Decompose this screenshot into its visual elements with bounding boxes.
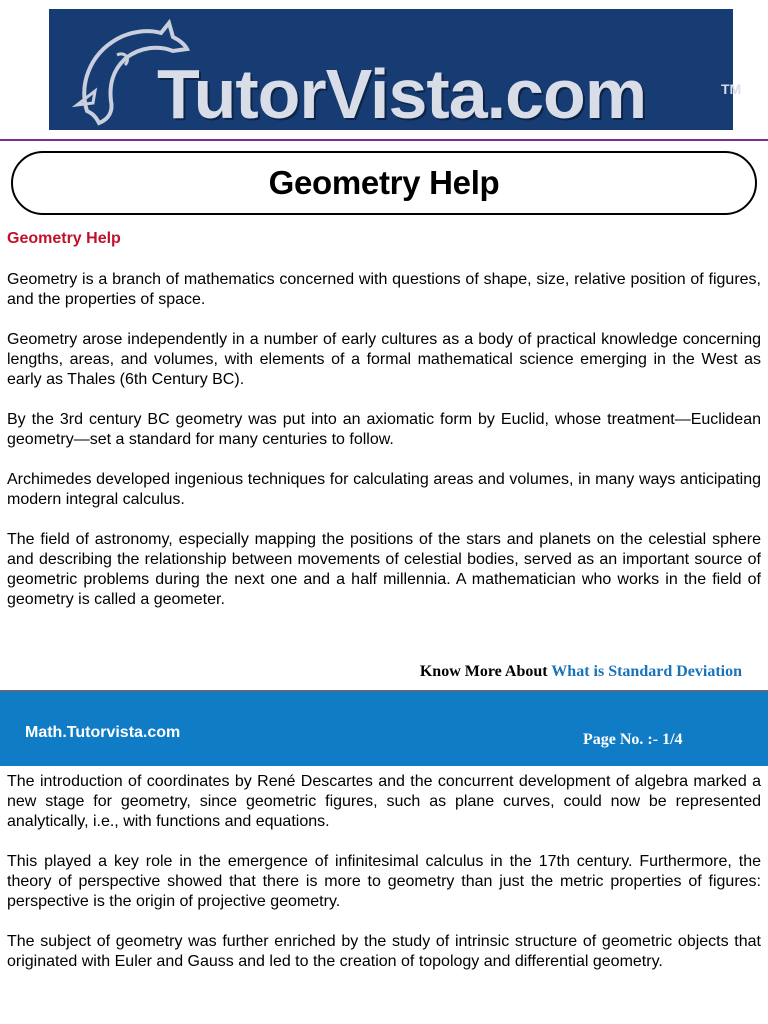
paragraph: Archimedes developed ingenious techniques for calculating areas and volumes, in many ways anticipating modern integral calculus. — [7, 471, 761, 508]
paragraph: The field of astronomy, especially mapping the positions of the stars and planets on the celestial sphere and describing the relationship between movements of celestial bodies, served as an important source of geometric problems during the next one and a half millennia. A mathematician who works in the field of geometry is called a geometer. — [7, 531, 761, 608]
paragraph: The subject of geometry was further enriched by the study of intrinsic structure of geometric objects that originated with Euler and Gauss and led to the creation of topology and differential geometry. — [7, 933, 761, 970]
know-more-prefix: Know More About — [419, 663, 548, 680]
logo-wordmark: TutorVista.com — [157, 55, 647, 133]
page-footer — [0, 690, 768, 766]
section-heading: Geometry Help — [7, 230, 121, 247]
paragraph: This played a key role in the emergence of infinitesimal calculus in the 17th century. Furthermore, the theory of perspective showed that there is more to geometry than just the metric properties of figures: perspective is the origin of projective geometry. — [7, 853, 761, 910]
standard-deviation-link[interactable]: What is Standard Deviation — [551, 663, 742, 680]
paragraph: The introduction of coordinates by René Descartes and the concurrent development of algebra marked a new stage for geometry, since geometric figures, such as plane curves, could now be represented analytically, i.e., with functions and equations. — [7, 773, 761, 830]
page-number: Page No. :- 1/4 — [583, 731, 683, 748]
paragraph: By the 3rd century BC geometry was put into an axiomatic form by Euclid, whose treatment—Euclidean geometry—set a standard for many centuries to follow. — [7, 411, 761, 448]
footer-site-link[interactable]: Math.Tutorvista.com — [25, 724, 181, 741]
header-divider — [0, 139, 768, 141]
logo-trademark: TM — [721, 81, 742, 97]
page-title: Geometry Help — [268, 164, 500, 201]
paragraph: Geometry arose independently in a number of early cultures as a body of practical knowledge concerning lengths, areas, and volumes, with elements of a formal mathematical science emerging in the West as early as Thales (6th Century BC). — [7, 331, 761, 388]
logo-banner — [49, 9, 742, 133]
paragraph: Geometry is a branch of mathematics concerned with questions of shape, size, relative position of figures, and the properties of space. — [7, 271, 761, 308]
know-more-line — [420, 663, 742, 681]
page1-content — [7, 270, 761, 610]
title-box — [11, 151, 757, 215]
page2-content — [7, 772, 761, 972]
